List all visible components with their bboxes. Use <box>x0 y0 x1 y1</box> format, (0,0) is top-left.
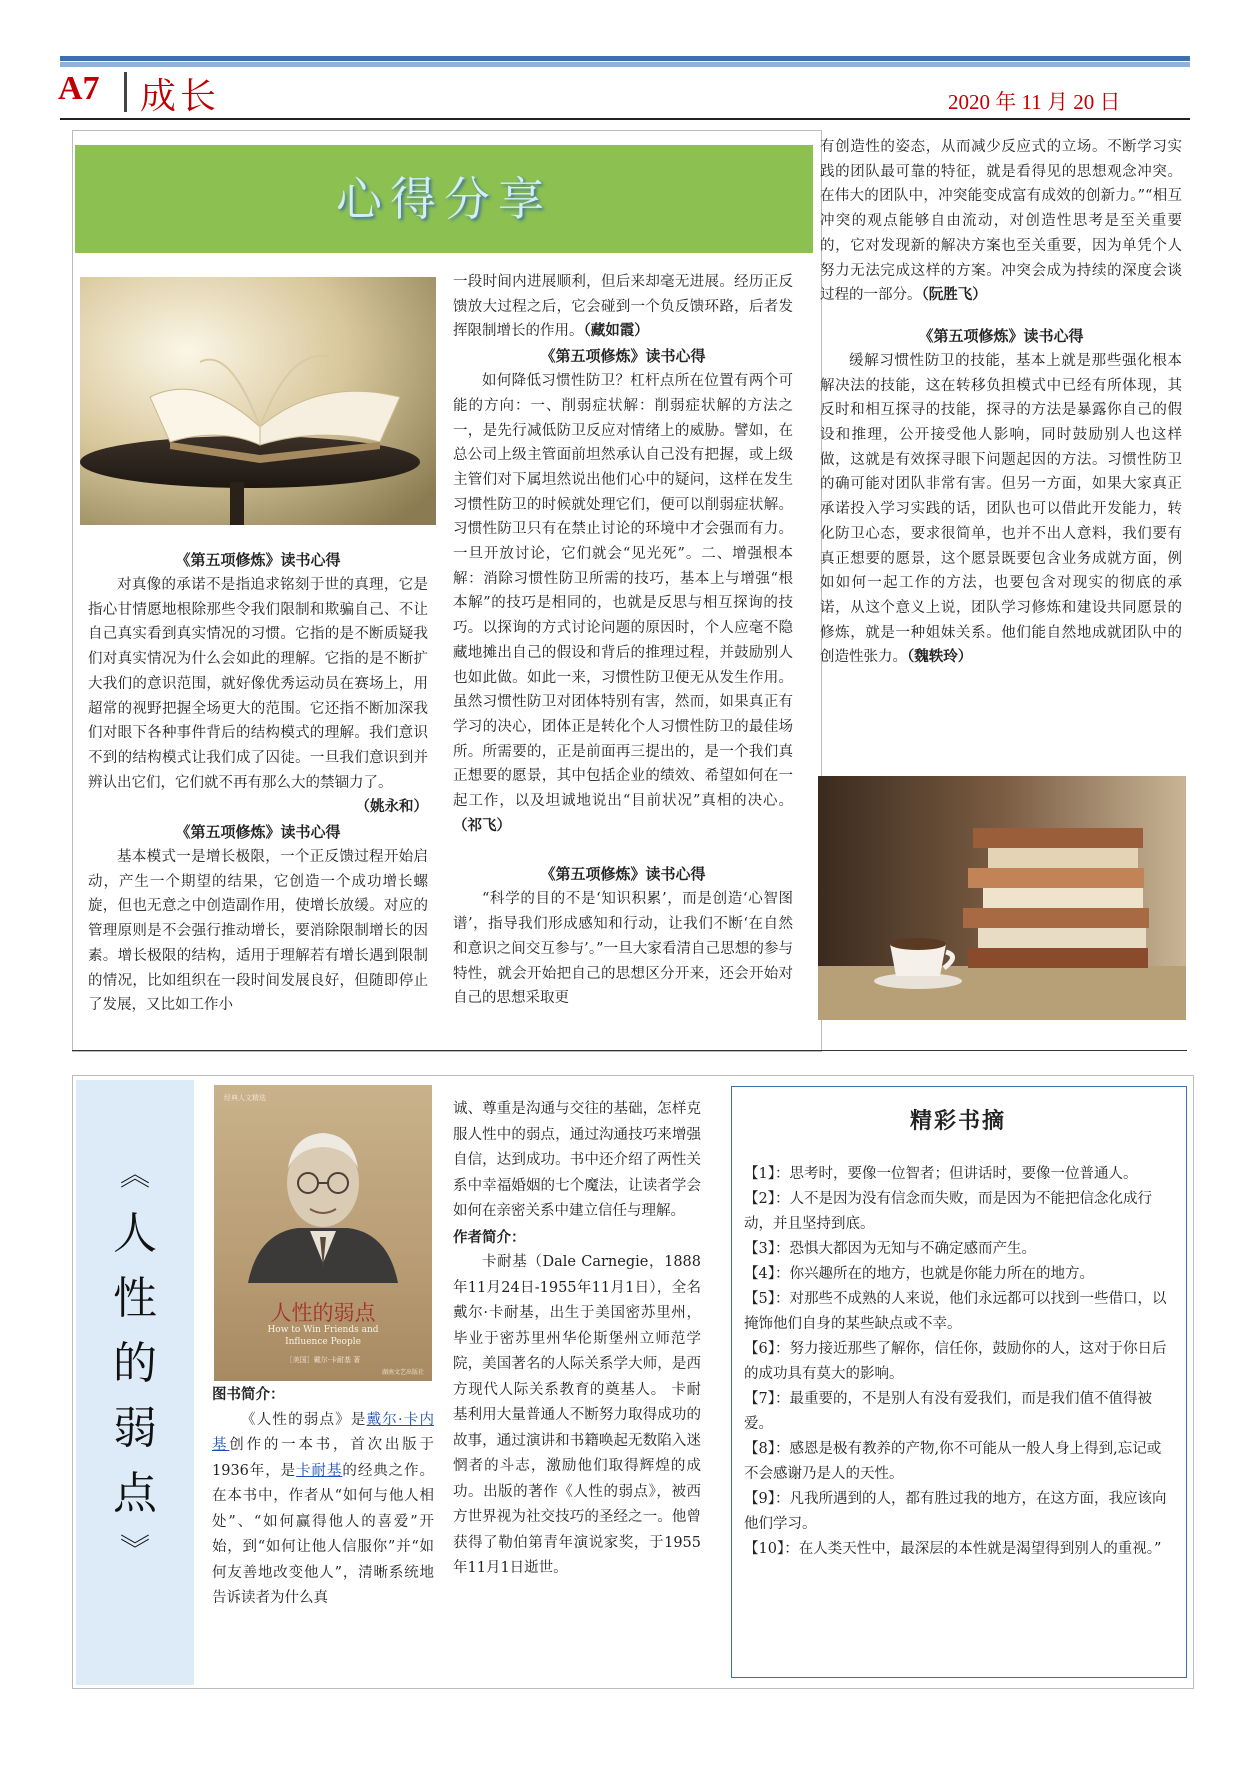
header-separator <box>124 72 127 112</box>
banner-title: 心得分享 <box>336 172 552 226</box>
chevron-down-icon: ︾ <box>120 1533 150 1568</box>
article-column-1 <box>88 548 428 1018</box>
issue-date: 2020 年 11 月 20 日 <box>948 90 1121 114</box>
quotes-list <box>744 1162 1172 1562</box>
quotes-title: 精彩书摘 <box>909 1108 1006 1134</box>
cover-subtitle: Influence People <box>285 1337 361 1347</box>
article-heading: 《第五项修炼》读书心得 <box>175 823 341 842</box>
book-intro-continuation: 诚、尊重是沟通与交往的基础，怎样克服人性中的弱点，通过沟通技巧来增强自信，达到成功。书中还介绍了两性关系中幸福婚姻的七个魔法，让读者学会如何在亲密关系中建立信任与理解。 <box>453 1101 701 1219</box>
article-continuation: 有创造性的姿态，从而减少反应式的立场。不断学习实践的团队最可靠的特征，就是看得见的思想观念冲突。在伟大的团队中，冲突能变成富有成效的创新力。”“相互冲突的观点能够自由流动，对创造性思考是至关重要的，它对发现新的解决方案也至关重要，因为单凭个人努力无法完成这样的方案。冲突会成为持续的深度会谈过程的一部分。（阮胜飞） <box>820 139 1182 304</box>
article-column-2 <box>453 270 793 1011</box>
article-heading: 《第五项修炼》读书心得 <box>540 865 706 884</box>
article-body: 如何降低习惯性防卫？杠杆点所在位置有两个可能的方向：一、削弱症状解：削弱症状解的方法之一，是先行减低防卫反应对情绪上的威胁。譬如，在总公司上级主管面前坦然承认自己没有把握，或上级主管们对下属坦然说出他们心中的疑问，这样在发生习惯性防卫的时候就处理它们，便可以削弱症状解。习惯性防卫只有在禁止讨论的环境中才会强而有力。一旦开放讨论，它们就会“见光死”。二、增强根本解：消除习惯性防卫所需的技巧，基本上与增强“根本解”的技巧是相同的，也就是反思与相互探询的技巧。以探询的方式讨论问题的原因时，个人应毫不隐藏地摊出自己的假设和背后的推理过程，并鼓励别人也如此做。如此一来，习惯性防卫便无从发生作用。虽然习惯性防卫对团体特别有害，然而，如果真正有学习的决心，团体正是转化个人习惯性防卫的最佳场所。所需要的，正是前面再三提出的，是一个我们真正想要的愿景，其中包括企业的绩效、希望如何在一起工作，以及坦诚地说出“目前状况”真相的决心。（祁飞） <box>453 373 793 834</box>
page-number: A7 <box>58 70 100 107</box>
section-divider <box>72 1050 1187 1051</box>
article-author: （魏轶玲） <box>907 648 973 666</box>
cover-credit: ［美国］戴尔·卡耐基 著 <box>285 1356 361 1364</box>
article-body: 对真像的承诺不是指追求铭刻于世的真理，它是指心甘情愿地根除那些令我们限制和欺骗自己、不让自己真实看到真实情况的习惯。它指的是不断质疑我们对真实情况为什么会如此的理解。它指的是不断扩大我们的意识范围，就好像优秀运动员在赛场上，用超常的视野把握全场更大的范围。它还指不断加深我们对眼下各种事件背后的结构模式的理解。我们意识不到的结构模式让我们成了囚徒。一旦我们意识到并辨认出它们，它们就不再有那么大的禁锢力了。 <box>88 577 428 791</box>
quote-item: 【3】：恐惧大都因为无知与不确定感而产生。 <box>744 1241 1036 1257</box>
side-title-char: 点 <box>113 1468 157 1519</box>
side-title-char: 性 <box>113 1273 157 1324</box>
header-underline <box>60 118 1190 120</box>
quote-item: 【8】：感恩是极有教养的产物,你不可能从一般人身上得到,忘记或不会感谢乃是人的天性。 <box>744 1441 1162 1482</box>
cover-title: 人性的弱点 <box>270 1301 376 1325</box>
cover-publisher: 湖南文艺出版社 <box>381 1369 424 1376</box>
author-intro-body: 卡耐基（Dale Carnegie，1888年11月24日-1955年11月1日），全名戴尔·卡耐基，出生于美国密苏里州，毕业于密苏里州华伦斯堡州立师范学院，美国著名的人际关系学大师，是西方现代人际关系教育的奠基人。 卡耐基利用大量普通人不断努力取得成功的故事，通过演讲和书籍唤起无数陷入迷惘者的斗志，激励他们取得辉煌的成功。出版的著作《人性的弱点》，被西方世界视为社交技巧的圣经之一。他曾获得了勒伯第青年演说家奖，于1955年11月1日逝世。 <box>453 1254 701 1576</box>
article-author: （阮胜飞） <box>921 286 987 304</box>
side-title-char: 的 <box>113 1338 157 1389</box>
author-link[interactable]: 戴尔·卡内基 <box>212 1411 434 1453</box>
open-book-photo <box>80 277 436 525</box>
quote-item: 【10】：在人类天性中，最深层的本性就是渴望得到别人的重视。” <box>744 1541 1162 1557</box>
author-intro-label: 作者简介： <box>453 1228 526 1246</box>
book-details <box>453 1097 701 1582</box>
header-rule-bottom <box>60 62 1190 67</box>
stacked-books-photo <box>818 776 1186 1020</box>
article-author: （藏如霞） <box>583 322 649 340</box>
article-heading: 《第五项修炼》读书心得 <box>175 551 341 569</box>
book-intro-body: 《人性的弱点》是戴尔·卡内基创作的一本书，首次出版于1936年，是卡耐基的经典之作。在本书中，作者从“如何与他人相处”、“如何赢得他人的喜爱”开始，到“如何让他人信服你”并“如何友善地改变他人”，清晰系统地告诉读者为什么真 <box>212 1411 435 1606</box>
book-cover <box>214 1085 432 1381</box>
article-body: 缓解习惯性防卫的技能，基本上就是那些强化根本解决法的技能，这在转移负担模式中已经有所体现，其反时和相互探寻的技能，探寻的方法是暴露你自己的假设和推理，公开接受他人影响，同时鼓励别人也这样做，这就是有效探寻眼下问题起因的方法。习惯性防卫的确可能对团队非常有害。但另一方面，如果大家真正承诺投入学习实践的话，团队也可以借此开发能力，转化防卫心态，要求很简单，也并不出人意料，我们要有真正想要的愿景，这个愿景既要包含业务成就方面，例如如何一起工作的方法，也要包含对现实的彻底的承诺，从这个意义上说，团队学习修炼和建设共同愿景的修炼，就是一种姐妹关系。他们能自然地成就团队中的创造性张力。（魏轶玲） <box>820 352 1182 666</box>
side-title-char: 人 <box>113 1208 157 1259</box>
quote-item: 【4】：你兴趣所在的地方，也就是你能力所在的地方。 <box>744 1266 1094 1282</box>
cover-subtitle: How to Win Friends and <box>267 1325 379 1335</box>
article-heading: 《第五项修炼》读书心得 <box>918 326 1084 345</box>
article-continuation: 一段时间内进展顺利，但后来却毫无进展。经历正反馈放大过程之后，它会碰到一个负反馈环路，后者发挥限制增长的作用。（藏如霞） <box>453 274 793 340</box>
book-intro <box>212 1382 434 1612</box>
section-title: 成长 <box>140 76 221 117</box>
side-title-char: 弱 <box>113 1403 157 1454</box>
quote-item: 【1】：思考时，要像一位智者；但讲话时，要像一位普通人。 <box>744 1166 1138 1182</box>
quote-item: 【9】：凡我所遇到的人，都有胜过我的地方，在这方面，我应该向他们学习。 <box>744 1491 1167 1532</box>
article-column-3 <box>820 135 1182 670</box>
header-rule-top <box>60 56 1190 61</box>
author-link[interactable]: 卡耐基 <box>296 1462 343 1479</box>
author-portrait <box>238 1113 408 1283</box>
quote-item: 【7】：最重要的，不是别人有没有爱我们，而是我们值不值得被爱。 <box>744 1391 1152 1432</box>
quote-item: 【2】：人不是因为没有信念而失败，而是因为不能把信念化成行动，并且坚持到底。 <box>744 1191 1152 1232</box>
article-author: （姚永和） <box>355 798 428 816</box>
article-heading: 《第五项修炼》读书心得 <box>540 347 706 366</box>
article-body: “科学的目的不是‘知识积累’，而是创造‘心智图谱’，指导我们形成感知和行动，让我们不断‘在自然和意识之间交互参与’。”一旦大家看清自己思想的参与特性，就会开始把自己的思想区分开来，还会开始对自己的思想采取更 <box>453 891 793 1007</box>
article-body: 基本模式一是增长极限，一个正反馈过程开始启动，产生一个期望的结果，它创造一个成功增长螺旋，但也无意之中创造副作用，使增长放缓。对应的管理原则是不会强行推动增长，要消除限制增长的因素。增长极限的结构，适用于理解若有增长遇到限制的情况，比如组织在一段时间发展良好，但随即停止了发展，又比如工作小 <box>88 849 428 1014</box>
article-author: （祁飞） <box>453 816 511 834</box>
cover-badge: 经典人文精选 <box>224 1094 266 1102</box>
chevron-up-icon: ︽ <box>120 1158 150 1193</box>
quote-item: 【6】：努力接近那些了解你，信任你，鼓励你的人，这对于你日后的成功具有莫大的影响。 <box>744 1341 1167 1382</box>
quote-item: 【5】：对那些不成熟的人来说，他们永远都可以找到一些借口，以掩饰他们自身的某些缺点或不幸。 <box>744 1291 1167 1332</box>
book-intro-label: 图书简介： <box>212 1386 285 1403</box>
